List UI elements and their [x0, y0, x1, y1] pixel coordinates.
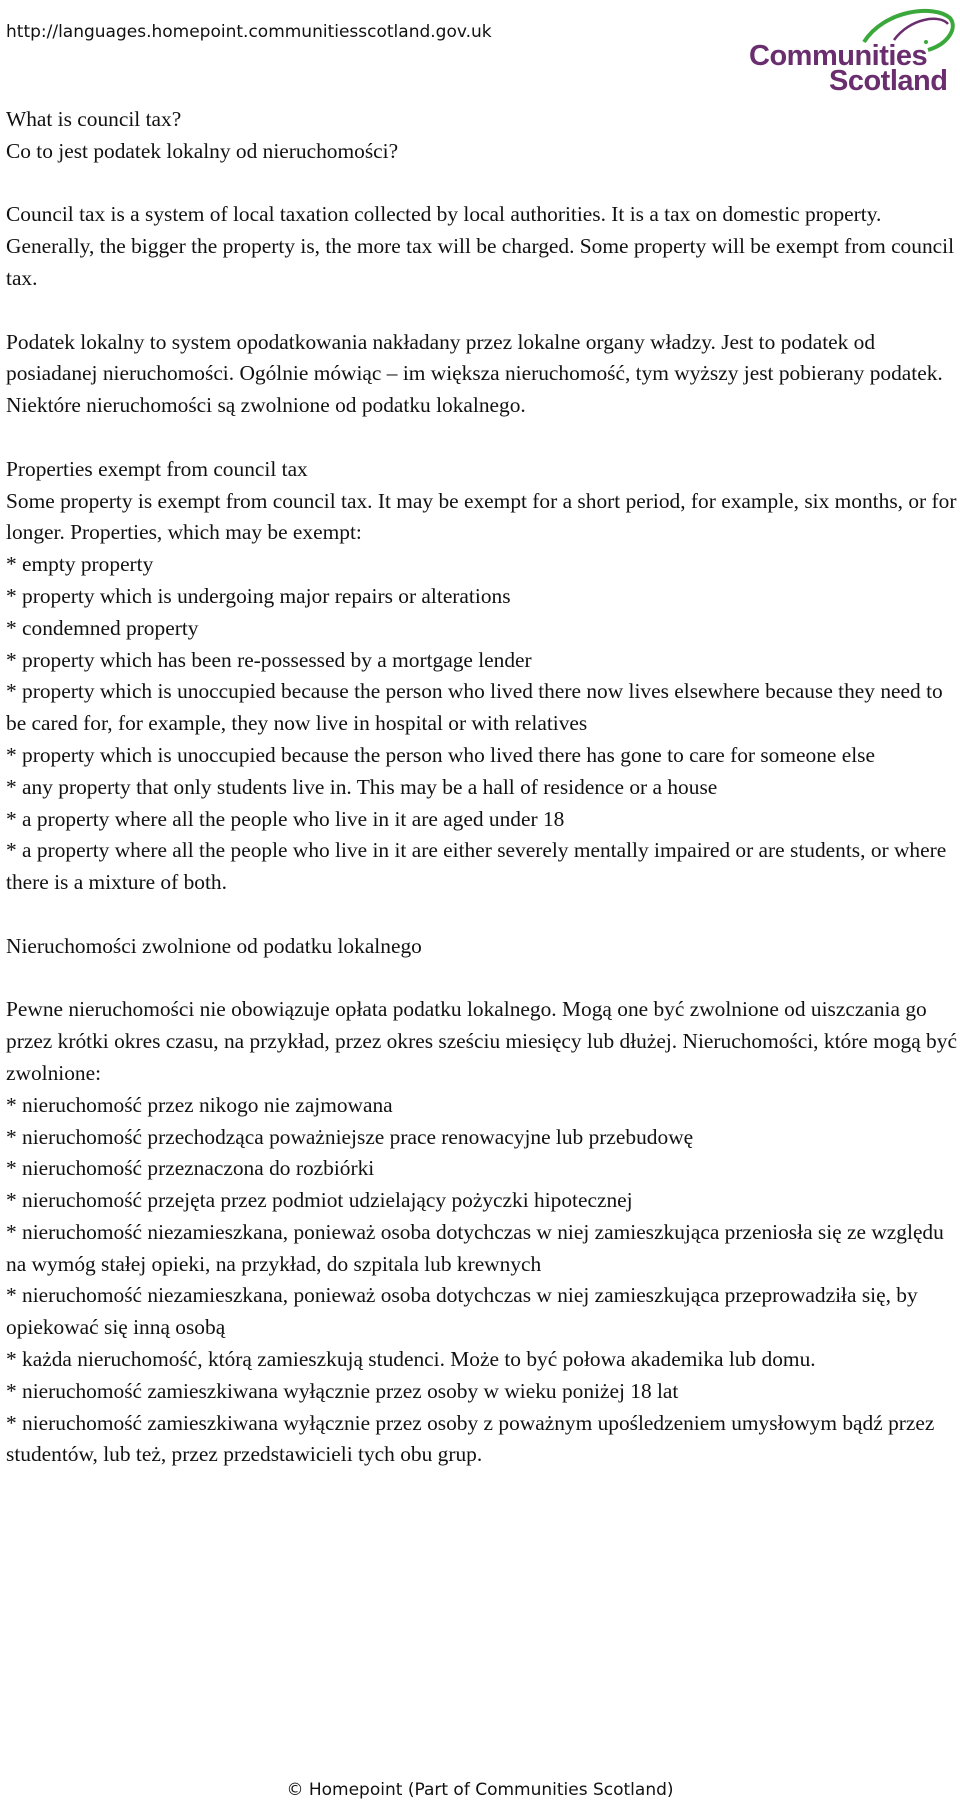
- list-item: * condemned property: [6, 615, 199, 640]
- title-pl: Co to jest podatek lokalny od nieruchomości?: [6, 138, 399, 163]
- list-item: * a property where all the people who live in it are aged under 18: [6, 806, 565, 831]
- exempt-heading-en: Properties exempt from council tax: [6, 456, 308, 481]
- exempt-intro-pl: Pewne nieruchomości nie obowiązuje opłata podatku lokalnego. Mogą one być zwolnione od uiszczania go przez krótki okres czasu, na przykład, przez okres sześciu miesięcy lub dłużej. Nieruchomości, które mogą być zwolnione:: [6, 997, 957, 1085]
- list-item: * property which is unoccupied because the person who lived there has gone to care for someone else: [6, 742, 875, 767]
- communities-scotland-logo: [744, 4, 956, 97]
- title-en: What is council tax?: [6, 107, 182, 131]
- page-url: http://languages.homepoint.communitiesscotland.gov.uk: [6, 22, 492, 42]
- logo-text-line1: Communities: [749, 40, 928, 72]
- exempt-intro-en: Some property is exempt from council tax. It may be exempt for a short period, for example, six months, or for longer. Properties, which may be exempt:: [6, 488, 957, 545]
- list-item: * nieruchomość przeznaczona do rozbiórki: [6, 1156, 375, 1181]
- list-item: * nieruchomość przechodząca poważniejsze prace renowacyjne lub przebudowę: [6, 1124, 694, 1149]
- list-item: * a property where all the people who live in it are either severely mentally impaired or are students, or where there is a mixture of both.: [6, 838, 947, 895]
- list-item: * nieruchomość zamieszkiwana wyłącznie przez osoby z poważnym upośledzeniem umysłowym bądź przez studentów, lub też, przez przedstawicieli tych obu grup.: [6, 1410, 935, 1467]
- list-item: * property which has been re-possessed by a mortgage lender: [6, 647, 532, 672]
- list-item: * nieruchomość przez nikogo nie zajmowana: [6, 1092, 393, 1117]
- logo-text-line2: Scotland: [829, 65, 948, 97]
- document-body: [6, 104, 958, 1471]
- list-item: * any property that only students live in. This may be a hall of residence or a house: [6, 774, 718, 799]
- list-item: * nieruchomość niezamieszkana, ponieważ osoba dotychczas w niej zamieszkująca przeprowadziła się, by opiekować się inną osobą: [6, 1283, 918, 1340]
- exempt-heading-pl: Nieruchomości zwolnione od podatku lokalnego: [6, 933, 422, 958]
- list-item: * nieruchomość niezamieszkana, ponieważ osoba dotychczas w niej zamieszkująca przeniosła się ze względu na wymóg stałej opieki, na przykład, do szpitala lub krewnych: [6, 1219, 944, 1276]
- list-item: * każda nieruchomość, którą zamieszkują studenci. Może to być połowa akademika lub domu.: [6, 1347, 816, 1372]
- footer-copyright: © Homepoint (Part of Communities Scotland): [286, 1780, 674, 1800]
- list-item: * nieruchomość zamieszkiwana wyłącznie przez osoby w wieku poniżej 18 lat: [6, 1378, 679, 1403]
- list-item: * property which is unoccupied because the person who lived there now lives elsewhere because they need to be cared for, for example, they now live in hospital or with relatives: [6, 679, 943, 736]
- list-item: * nieruchomość przejęta przez podmiot udzielający pożyczki hipotecznej: [6, 1188, 633, 1213]
- paragraph-en: Council tax is a system of local taxation collected by local authorities. It is a tax on domestic property. Generally, the bigger the property is, the more tax will be charged. Some property will be exempt from council tax.: [6, 202, 955, 290]
- paragraph-pl: Podatek lokalny to system opodatkowania nakładany przez lokalne organy władzy. Jest to podatek od posiadanej nieruchomości. Ogólnie mówiąc – im większa nieruchomość, tym wyższy jest pobierany podatek. Niektóre nieruchomości są zwolnione od podatku lokalnego.: [6, 329, 943, 418]
- list-item: * empty property: [6, 552, 154, 577]
- list-item: * property which is undergoing major repairs or alterations: [6, 583, 511, 608]
